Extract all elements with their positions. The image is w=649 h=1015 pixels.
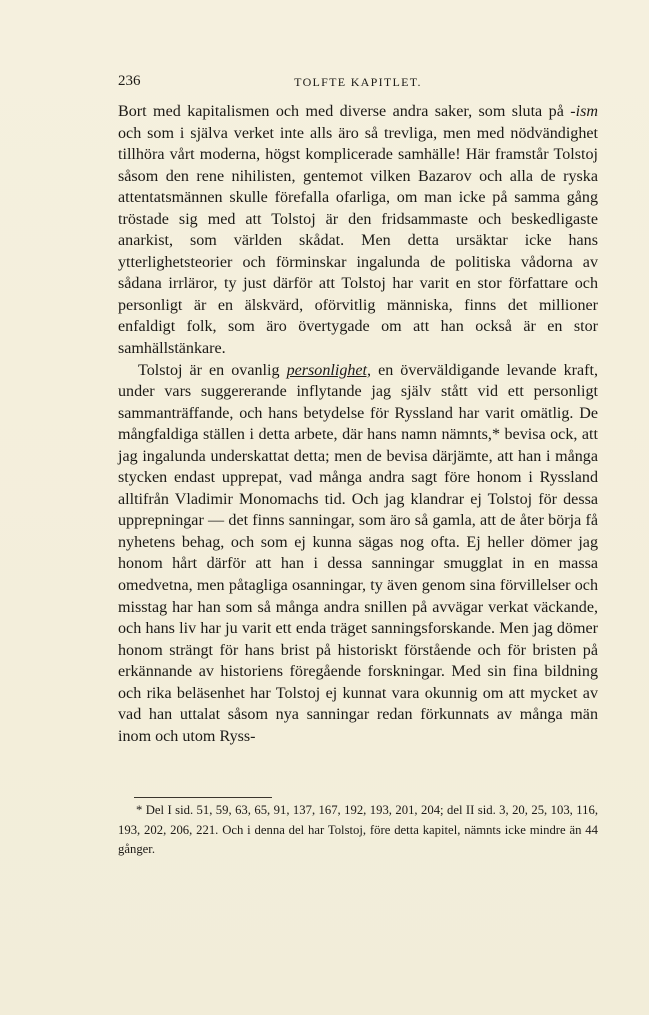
paragraph-2-rest: en överväldigande levande kraft, under vars suggererande inflytande jag själv stått vid ett personligt sammanträffande, och hans betydelse för Ryssland har varit omätlig. De mångfaldiga ställen i detta arbete, där hans namn nämnts,* bevisa ock, att jag ingalunda underskattat detta; men de bevisa därjämte, att han i många stycken endast upprepat, vad många andra sagt före honom i Ryssland alltifrån Vladimir Monomachs tid. Och jag klandrar ej Tolstoj för dessa upprepningar — det finns sanningar, som äro så gamla, att de åter börja få nyhetens behag, och som ej kunna sägas nog ofta. Ej heller dömer jag honom hårt därför att han i dessa sanningar smugglat in en massa omedvetna, men påtagliga osanningar, ty även genom sina förvillelser och misstag har han som så många andra snillen på avvägar verkat väckande, och hans liv har ju varit ett enda träget sanningsforskande. Men jag dömer honom strängt för hans brist på historiskt förstående och för bristen på erkännande av historiens föregående forskningar. Med sin fina bildning och rika beläsenhet har Tolstoj ej kunnat vara okunnig om att mycket av vad han uttalat såsom nya sanningar redan förkunnats av många män inom och utom Ryss-	[118, 361, 598, 745]
paragraph-1-rest: och som i själva verket inte alls äro så trevliga, men med nödvändighet tillhöra vårt moderna, högst komplicerade samhälle! Här framstår Tolstoj såsom den rene nihilisten, gentemot vilken Bazarov och alla de ryska attentatsmännen skulle förefalla ofarliga, om man icke på samma gång tröstade sig med att Tolstoj är den fridsammaste och beskedligaste anarkist, som världen skådat. Men detta ursäktar icke hans ytterlighetsteorier och förminskar ingalunda de politiska vådorna av sådana irrläror, ty just därför att Tolstoj har varit en stor författare och personligt är en älskvärd, oförvitlig människa, finns det millioner enfaldigt folk, som äro övertygade om att han också är en stor samhällstänkare.	[118, 124, 598, 358]
page-header	[118, 73, 598, 95]
paragraph-1-start: Bort med kapitalismen och med diverse andra saker, som sluta på	[118, 103, 571, 120]
paragraph-2-start: Tolstoj är en ovanlig	[138, 361, 287, 379]
running-title: TOLFTE KAPITLET.	[294, 75, 422, 89]
body-text	[118, 101, 598, 747]
page-number: 236	[118, 73, 141, 89]
paragraph-2	[118, 360, 598, 748]
personlighet-emphasis: personlighet,	[286, 361, 372, 379]
ism-suffix: -ism	[570, 103, 598, 120]
footnote: * Del I sid. 51, 59, 63, 65, 91, 137, 167, 192, 193, 201, 204; del II sid. 3, 20, 25, 103, 116, 193, 202, 206, 221. Och i denna del har Tolstoj, före detta kapitel, nämnts icke mindre än 44 gånger.	[118, 803, 598, 856]
paragraph-1	[118, 101, 598, 360]
footnote-divider	[134, 797, 272, 798]
